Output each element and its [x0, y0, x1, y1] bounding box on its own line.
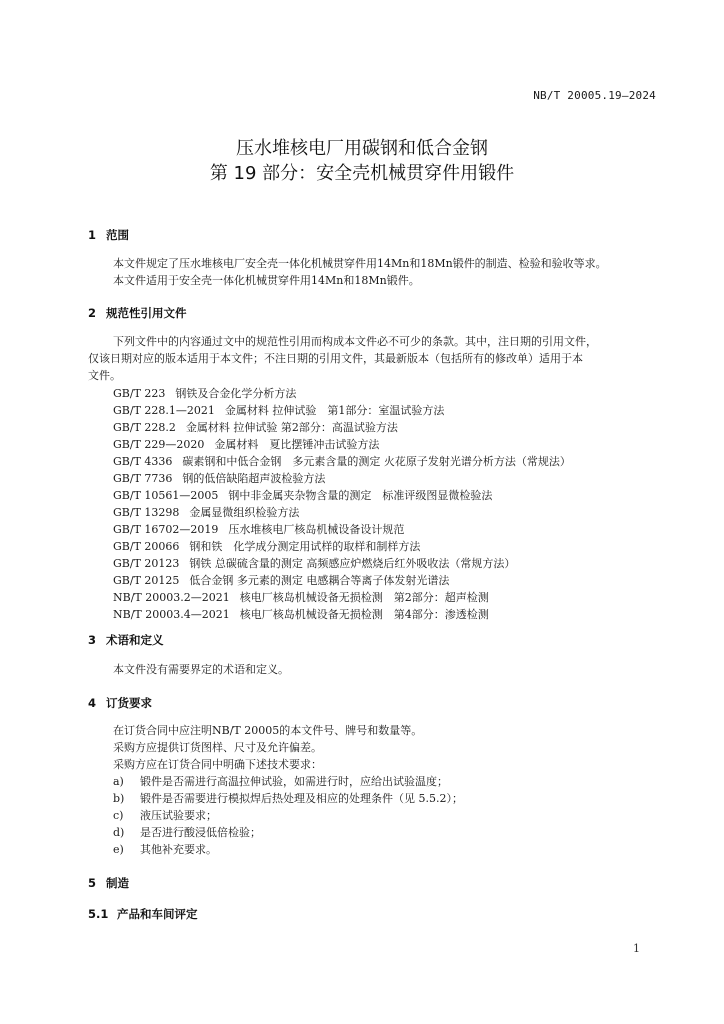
reference-title: 钢铁 总碳硫含量的测定 高频感应炉燃烧后红外吸收法（常规方法） [189, 557, 516, 570]
section-title: 制造 [106, 876, 129, 890]
reference-title: 钢的低倍缺陷超声波检验方法 [182, 472, 326, 485]
reference-item [113, 422, 398, 433]
document-title-line1: 压水堆核电厂用碳钢和低合金钢 [236, 138, 488, 159]
reference-title: 钢中非金属夹杂物含量的测定 标准评级图显微检验法 [228, 489, 493, 502]
list-text: 其他补充要求。 [140, 843, 217, 856]
section-5-heading [88, 875, 129, 891]
reference-code: GB/T 223 [113, 387, 166, 400]
paragraph: 本文件规定了压水堆核电厂安全壳一体化机械贯穿件用14Mn和18Mn锻件的制造、检验和验收等求。 [113, 257, 607, 270]
reference-item [113, 490, 492, 501]
reference-code: NB/T 20003.4—2021 [113, 608, 230, 621]
standard-code: NB/T 20005.19—2024 [533, 89, 656, 102]
reference-code: GB/T 228.1—2021 [113, 404, 215, 417]
reference-title: 碳素钢和中低合金钢 多元素含量的测定 火花原子发射光谱分析方法（常规法） [182, 455, 571, 468]
list-marker: e) [113, 843, 124, 856]
document-title-line2: 第 19 部分：安全壳机械贯穿件用锻件 [209, 163, 515, 184]
reference-code: GB/T 228.2 [113, 421, 176, 434]
reference-title: 核电厂核岛机械设备无损检测 第2部分：超声检测 [239, 591, 489, 604]
reference-item [113, 558, 515, 569]
reference-title: 钢铁及合金化学分析方法 [175, 387, 297, 400]
list-text: 锻件是否需进行高温拉伸试验，如需进行时，应给出试验温度； [140, 775, 448, 788]
subsection-number: 5.1 [88, 907, 109, 921]
section-title: 规范性引用文件 [106, 306, 187, 320]
reference-item [113, 456, 571, 467]
list-marker: c) [113, 809, 124, 822]
paragraph: 文件。 [88, 369, 121, 382]
paragraph: 仅该日期对应的版本适用于本文件；不注日期的引用文件，其最新版本（包括所有的修改单）适用于本 [88, 352, 583, 365]
reference-item [113, 609, 489, 620]
section-number: 4 [88, 696, 97, 710]
list-text: 锻件是否需要进行模拟焊后热处理及相应的处理条件（见 5.5.2）； [140, 792, 463, 805]
reference-title: 核电厂核岛机械设备无损检测 第4部分：渗透检测 [239, 608, 489, 621]
paragraph: 本文件没有需要界定的术语和定义。 [113, 663, 289, 676]
section-number: 3 [88, 633, 97, 647]
paragraph: 采购方应提供订货图样、尺寸及允许偏差。 [113, 741, 322, 754]
reference-code: GB/T 4336 [113, 455, 173, 468]
list-marker: b) [113, 792, 125, 805]
list-item [113, 776, 448, 787]
paragraph: 本文件适用于安全壳一体化机械贯穿件用14Mn和18Mn锻件。 [113, 274, 420, 287]
list-marker: d) [113, 826, 125, 839]
reference-title: 低合金钢 多元素的测定 电感耦合等离子体发射光谱法 [189, 574, 450, 587]
section-1-heading [88, 227, 129, 243]
reference-item [113, 507, 299, 518]
section-4-heading [88, 695, 152, 711]
reference-item [113, 541, 420, 552]
reference-title: 压水堆核电厂核岛机械设备设计规范 [228, 523, 405, 536]
reference-code: GB/T 16702—2019 [113, 523, 219, 536]
list-item [113, 810, 217, 821]
section-3-heading [88, 632, 164, 648]
section-number: 1 [88, 228, 97, 242]
reference-code: GB/T 7736 [113, 472, 173, 485]
reference-item [113, 473, 325, 484]
reference-item [113, 439, 379, 450]
reference-title: 金属材料 拉伸试验 第2部分：高温试验方法 [185, 421, 398, 434]
section-2-heading [88, 305, 187, 321]
reference-item [113, 592, 489, 603]
reference-title: 金属材料 拉伸试验 第1部分：室温试验方法 [224, 404, 445, 417]
reference-code: GB/T 20066 [113, 540, 180, 553]
section-title: 范围 [106, 228, 129, 242]
reference-item [113, 575, 449, 586]
section-number: 5 [88, 876, 97, 890]
reference-code: GB/T 20125 [113, 574, 180, 587]
paragraph: 采购方应在订货合同中明确下述技术要求： [113, 758, 322, 771]
subsection-5-1-heading [88, 906, 198, 922]
reference-title: 金属材料 夏比摆锤冲击试验方法 [214, 438, 380, 451]
page-number: 1 [633, 942, 640, 955]
paragraph: 在订货合同中应注明NB/T 20005的本文件号、牌号和数量等。 [113, 724, 423, 737]
reference-code: GB/T 13298 [113, 506, 180, 519]
list-text: 是否进行酸浸低倍检验； [140, 826, 261, 839]
section-number: 2 [88, 306, 97, 320]
section-title: 术语和定义 [106, 633, 164, 647]
list-marker: a) [113, 775, 124, 788]
reference-code: NB/T 20003.2—2021 [113, 591, 230, 604]
list-text: 液压试验要求； [140, 809, 217, 822]
reference-title: 钢和铁 化学成分测定用试样的取样和制样方法 [189, 540, 421, 553]
reference-title: 金属显微组织检验方法 [189, 506, 300, 519]
subsection-title: 产品和车间评定 [117, 907, 198, 921]
reference-code: GB/T 20123 [113, 557, 180, 570]
list-item [113, 793, 463, 804]
reference-item [113, 388, 296, 399]
reference-item [113, 405, 444, 416]
reference-item [113, 524, 404, 535]
section-title: 订货要求 [106, 696, 152, 710]
reference-code: GB/T 10561—2005 [113, 489, 219, 502]
list-item [113, 827, 261, 838]
paragraph: 下列文件中的内容通过文中的规范性引用而构成本文件必不可少的条款。其中，注日期的引用文件， [113, 335, 597, 348]
list-item [113, 844, 217, 855]
reference-code: GB/T 229—2020 [113, 438, 205, 451]
